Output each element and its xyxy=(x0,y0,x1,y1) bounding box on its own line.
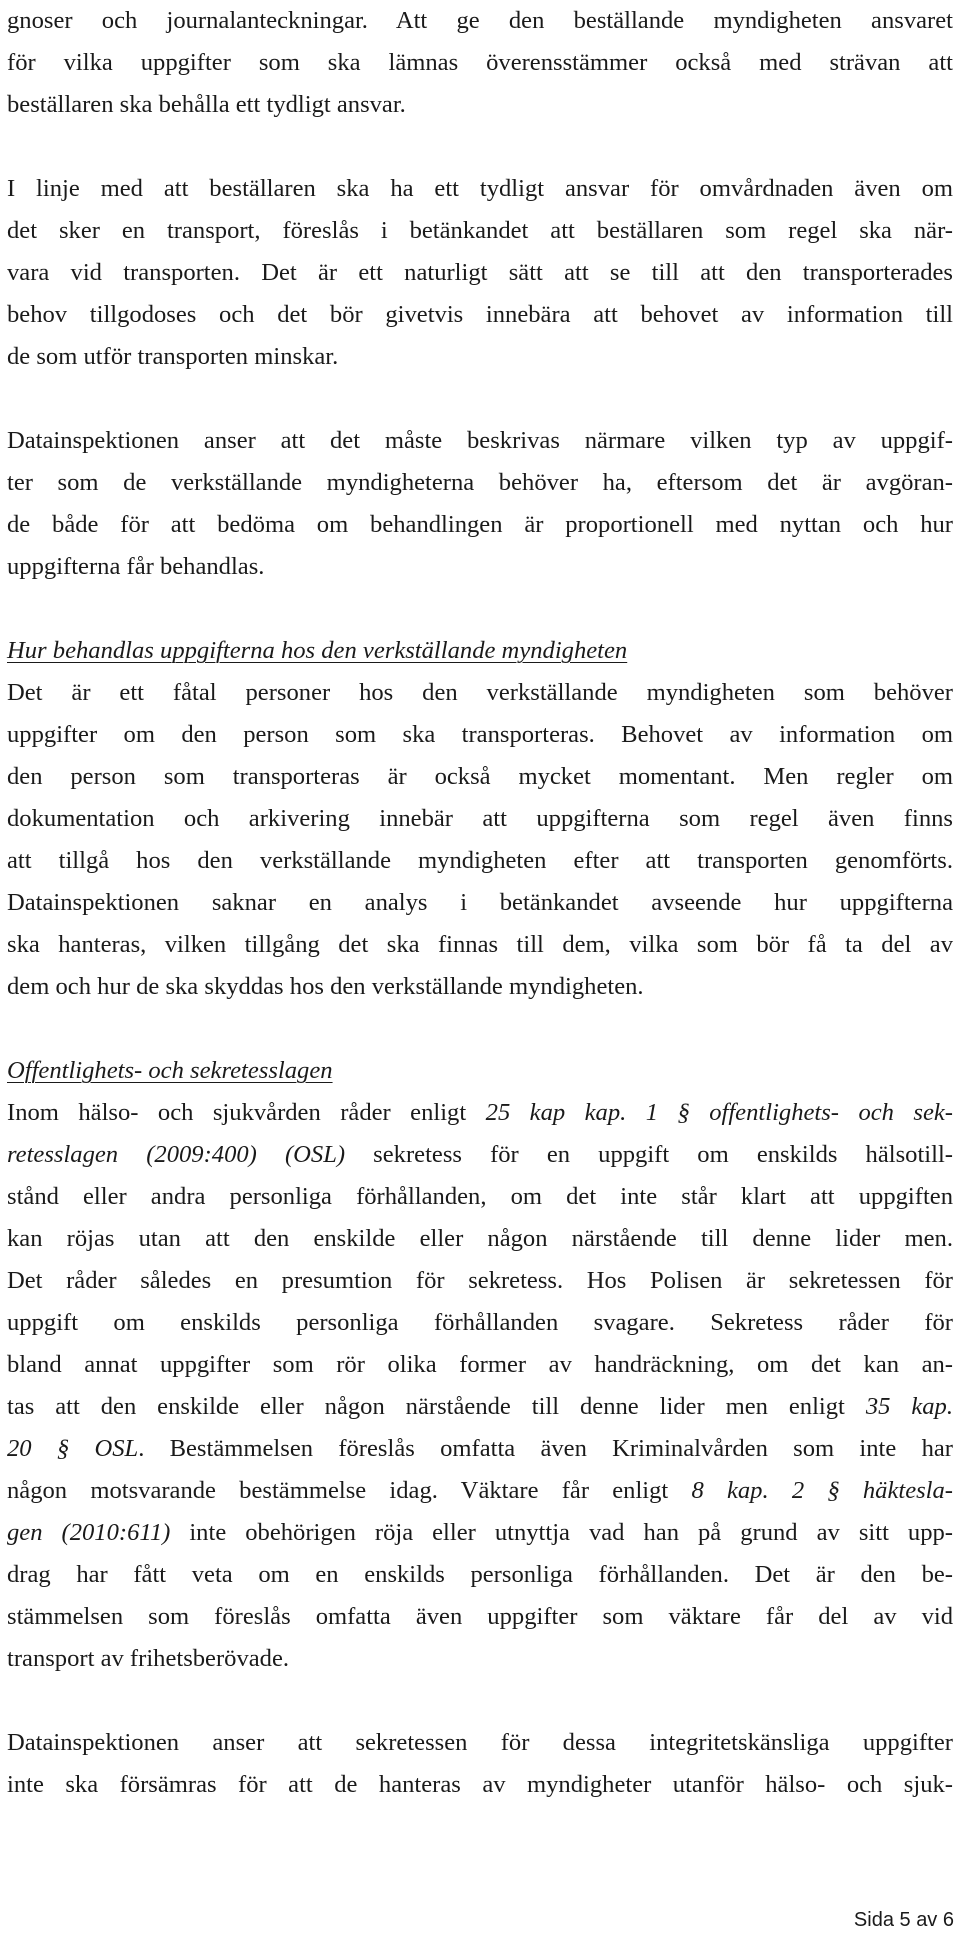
document-page xyxy=(7,0,953,1806)
text-segment: kan röjas utan att den enskilde eller någon närstående till denne lider men. xyxy=(7,1225,953,1252)
section-processing xyxy=(7,630,953,1008)
text-line: den person som transporteras är också mycket momentant. Men regler om xyxy=(7,763,953,790)
text-segment: Inom hälso- och sjukvården råder enligt xyxy=(7,1099,486,1126)
section-heading: Hur behandlas uppgifterna hos den verkställande myndigheten xyxy=(7,637,628,664)
text-line: behov tillgodoses och det bör givetvis innebära att behovet av information till xyxy=(7,301,953,328)
text-line: uppgifter om den person som ska transporteras. Behovet av information om xyxy=(7,721,953,748)
text-segment: inte obehörigen röja eller utnyttja vad han på grund av sitt upp- xyxy=(170,1519,953,1546)
text-segment: tas att den enskilde eller någon närstående till denne lider men enligt xyxy=(7,1393,866,1420)
text-line: Datainspektionen anser att det måste beskrivas närmare vilken typ av uppgif- xyxy=(7,427,953,454)
text-segment: uppgift om enskilds personliga förhållanden svagare. Sekretess råder för xyxy=(7,1309,953,1336)
section-osl xyxy=(7,1050,953,1680)
text-line: gnoser och journalanteckningar. Att ge den beställande myndigheten ansvaret xyxy=(7,7,953,34)
page-number: Sida 5 av 6 xyxy=(853,1909,954,1931)
text-line xyxy=(7,1176,953,1218)
text-line: I linje med att beställaren ska ha ett tydligt ansvar för omvårdnaden även om xyxy=(7,175,953,202)
text-line: ter som de verkställande myndigheterna behöver ha, eftersom det är avgöran- xyxy=(7,469,953,496)
text-line xyxy=(7,1470,953,1512)
law-reference: 8 kap. 2 § häktesla- xyxy=(691,1477,953,1504)
text-line: beställaren ska behålla ett tydligt ansvar. xyxy=(7,91,406,118)
text-line xyxy=(7,1134,953,1176)
text-line xyxy=(7,1512,953,1554)
text-line: Datainspektionen anser att sekretessen för dessa integritetskänsliga uppgifter xyxy=(7,1729,953,1756)
text-segment: stämmelsen som föreslås omfatta även uppgifter som väktare får del av vid xyxy=(7,1603,953,1630)
text-line: att tillgå hos den verkställande myndigheten efter att transporten genomförts. xyxy=(7,847,953,874)
law-reference: 35 kap. xyxy=(865,1393,953,1420)
text-line: dokumentation och arkivering innebär att uppgifterna som regel även finns xyxy=(7,805,953,832)
text-line xyxy=(7,1344,953,1386)
text-segment: någon motsvarande bestämmelse idag. Väktare får enligt xyxy=(7,1477,692,1504)
text-segment: transport av frihetsberövade. xyxy=(7,1645,290,1672)
text-line xyxy=(7,1218,953,1260)
osl-lines xyxy=(7,1092,953,1680)
text-line xyxy=(7,1092,953,1134)
law-reference: 20 § OSL xyxy=(7,1435,139,1462)
paragraph-datainspektionen-opinion xyxy=(7,420,953,588)
paragraph-closing xyxy=(7,1722,953,1806)
text-line xyxy=(7,1428,953,1470)
text-line: vara vid transporten. Det är ett naturligt sätt att se till att den transporterades xyxy=(7,259,953,286)
text-line: Det är ett fåtal personer hos den verkställande myndigheten som behöver xyxy=(7,679,953,706)
text-line: inte ska försämras för att de hanteras av myndigheter utanför hälso- och sjuk- xyxy=(7,1771,953,1798)
text-line xyxy=(7,1596,953,1638)
text-line xyxy=(7,1260,953,1302)
text-line: för vilka uppgifter som ska lämnas överensstämmer också med strävan att xyxy=(7,49,953,76)
text-segment: stånd eller andra personliga förhållanden, om det inte står klart att uppgiften xyxy=(7,1183,953,1210)
text-line xyxy=(7,1638,953,1680)
law-reference: retesslagen (2009:400) (OSL) xyxy=(7,1141,346,1168)
law-reference: gen (2010:611) xyxy=(7,1519,171,1546)
text-line: det sker en transport, föreslås i betänkandet att beställaren som regel ska när- xyxy=(7,217,953,244)
text-segment: . Bestämmelsen föreslås omfatta även Kriminalvården som inte har xyxy=(138,1435,953,1462)
paragraph-responsibility xyxy=(7,168,953,378)
text-line xyxy=(7,1386,953,1428)
text-line: de både för att bedöma om behandlingen är proportionell med nyttan och hur xyxy=(7,511,953,538)
text-segment: sekretess för en uppgift om enskilds hälsotill- xyxy=(345,1141,953,1168)
text-line: ska hanteras, vilken tillgång det ska finnas till dem, vilka som bör få ta del av xyxy=(7,931,953,958)
text-segment: drag har fått veta om en enskilds personliga förhållanden. Det är den be- xyxy=(7,1561,953,1588)
text-line: Datainspektionen saknar en analys i betänkandet avseende hur uppgifterna xyxy=(7,889,953,916)
section-heading: Offentlighets- och sekretesslagen xyxy=(7,1057,333,1084)
text-line: dem och hur de ska skyddas hos den verkställande myndigheten. xyxy=(7,973,644,1000)
text-segment: Det råder således en presumtion för sekretess. Hos Polisen är sekretessen för xyxy=(7,1267,953,1294)
paragraph-intro xyxy=(7,0,953,126)
text-line: de som utför transporten minskar. xyxy=(7,343,339,370)
text-line xyxy=(7,1302,953,1344)
text-line xyxy=(7,1554,953,1596)
text-segment: bland annat uppgifter som rör olika former av handräckning, om det kan an- xyxy=(7,1351,953,1378)
text-line: uppgifterna får behandlas. xyxy=(7,553,265,580)
law-reference: 25 kap kap. 1 § offentlighets- och sek- xyxy=(485,1099,953,1126)
